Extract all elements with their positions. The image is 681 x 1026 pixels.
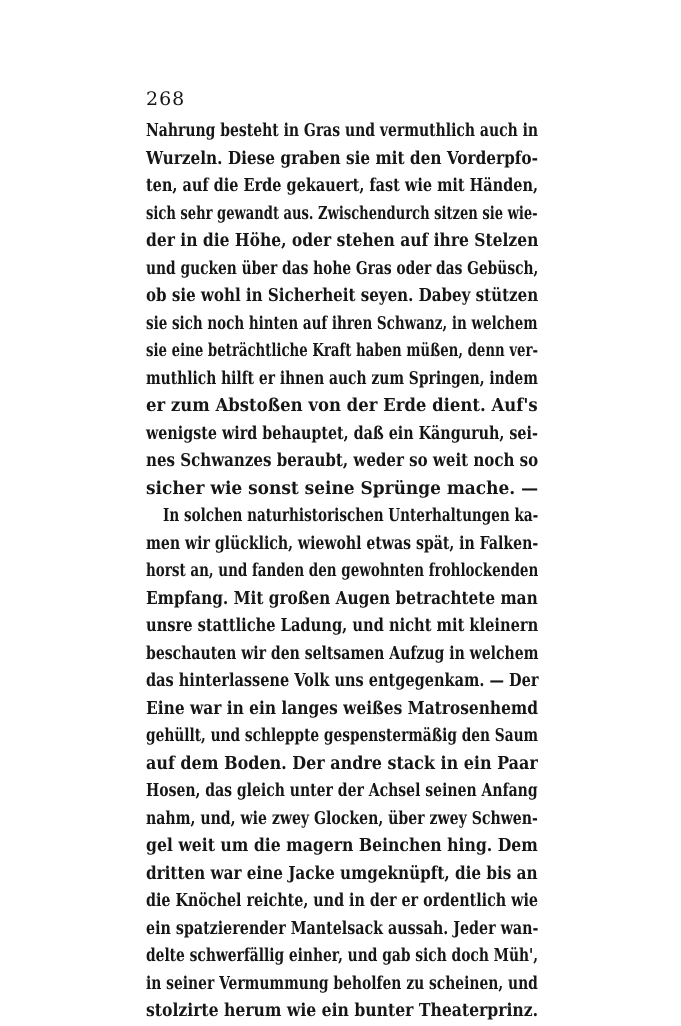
text-line: gehüllt, und schleppte gespenstermäßig den Saum [146,726,539,746]
text-line: ein spatzierender Mantelsack aussah. Jeder wan- [146,918,539,939]
text-line: gel weit um die magern Beinchen hing. Dem [146,836,538,856]
page-number: 268 [146,88,186,110]
text-line: wenigste wird behauptet, daß ein Känguruh, sei- [146,423,538,444]
text-line: beschauten wir den seltsamen Aufzug in welchem [146,643,539,664]
text-line: Wurzeln. Diese graben sie mit den Vorderpfo- [146,148,538,169]
text-line: nahm, und, wie zwey Glocken, über zwey Schwen- [146,808,538,829]
text-line: er zum Abstoßen von der Erde dient. Auf's [146,396,538,416]
text-line: Hosen, das gleich unter der Achsel seinen Anfang [146,781,538,801]
text-line: muthlich hilft er ihnen auch zum Springen, indem [146,368,538,389]
text-line: ten, auf die Erde gekauert, fast wie mit Händen, [146,176,539,196]
text-line: men wir glücklich, wiewohl etwas spät, in Falken- [146,533,539,554]
text-line: Empfang. Mit großen Augen betrachtete man [146,588,538,609]
text-line: in seiner Vermummung beholfen zu scheinen, und [146,973,538,994]
text-line: nes Schwanzes beraubt, weder so weit noch so [146,451,539,471]
text-line: sich sehr gewandt aus. Zwischendurch sitzen sie wie- [146,203,538,224]
text-line: ob sie wohl in Sicherheit seyen. Dabey stützen [146,286,539,306]
text-line: stolzirte herum wie ein bunter Theaterprinz. [146,1001,539,1021]
text-line: dritten war eine Jacke umgeknüpft, die bis an [146,863,538,884]
text-line: die Knöchel reichte, und in der er ordentlich wie [146,891,539,911]
text-line: In solchen naturhistorischen Unterhaltungen ka- [163,506,539,526]
text-line: auf dem Boden. Der andre stack in ein Paar [146,753,538,774]
text-line: der in die Höhe, oder stehen auf ihre Stelzen [146,231,539,251]
text-line: horst an, und fanden den gewohnten frohlockenden [146,561,539,581]
text-line: delte schwerfällig einher, und gab sich doch Müh', [146,946,539,966]
text-line: sicher wie sonst seine Sprünge mache. — [146,478,539,499]
text-line: sie eine beträchtliche Kraft haben müßen, denn ver- [146,341,539,361]
body-text [146,118,538,1026]
text-line: das hinterlassene Volk uns entgegenkam. — Der [146,671,539,691]
text-line: Eine war in ein langes weißes Matrosenhemd [146,698,539,719]
text-line: sie sich noch hinten auf ihren Schwanz, in welchem [146,313,538,334]
text-line: Nahrung besteht in Gras und vermuthlich auch in [146,121,539,141]
text-line: unsre stattliche Ladung, und nicht mit kleinern [146,616,539,636]
text-line: und gucken über das hohe Gras oder das Gebüsch, [146,258,539,279]
